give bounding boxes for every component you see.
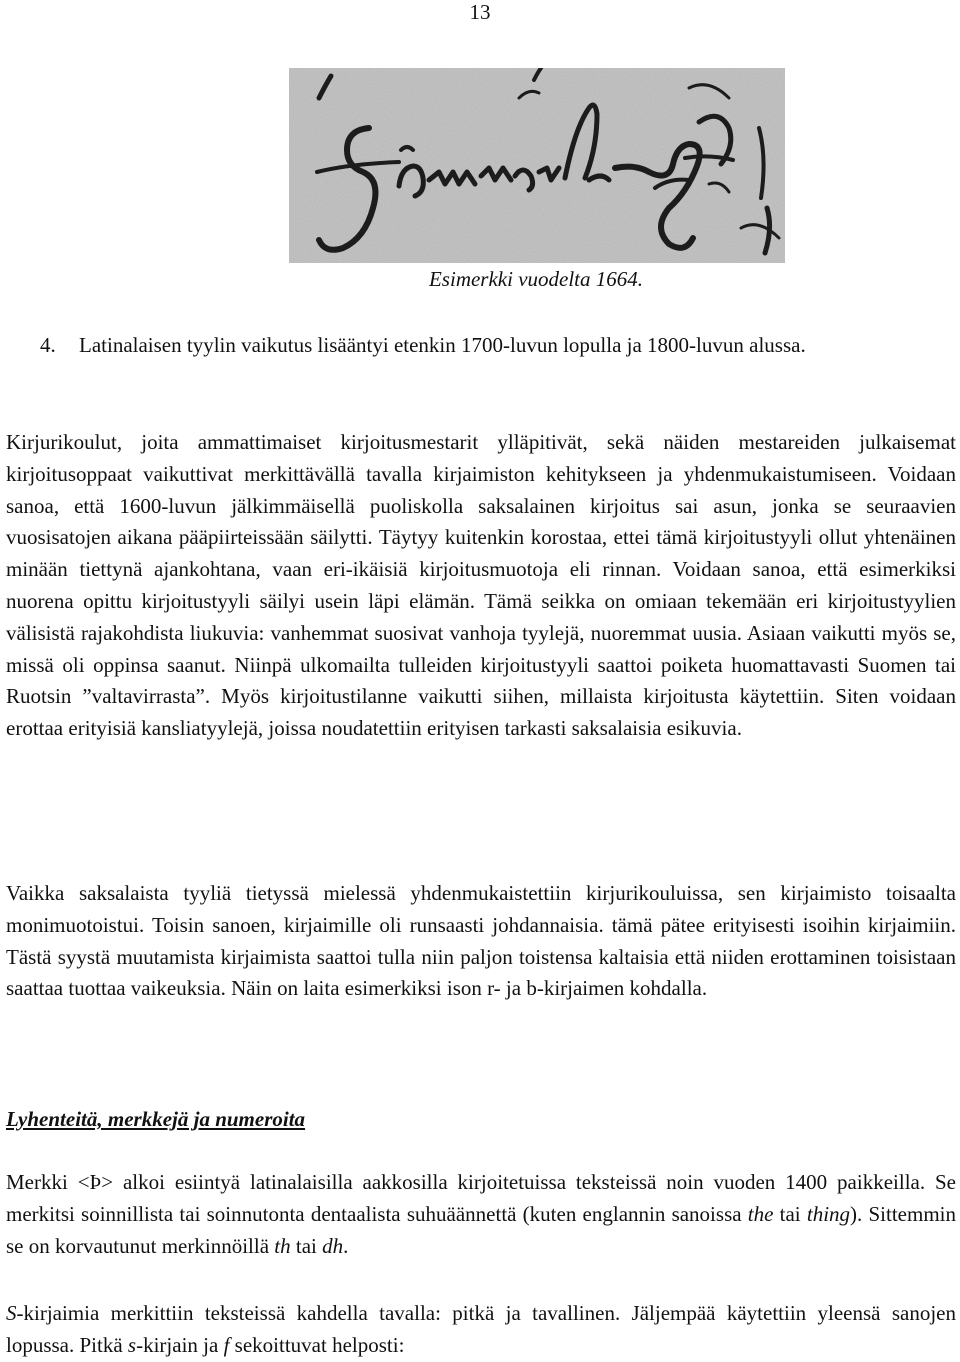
p4-italic-S: S xyxy=(6,1301,17,1325)
p3-italic-the: the xyxy=(747,1201,774,1226)
paragraph-kirjurikoulut: Kirjurikoulut, joita ammattimaiset kirjoitusmestarit ylläpitivät, sekä näiden mestareiden julkaisemat kirjoitusoppaat vaikuttivat merkittävällä tavalla kirjaimiston kehitykseen ja yhdenmukaistumiseen. Voidaan sanoa, että 1600-luvun jälkimmäisellä puoliskolla saksalainen kirjoitus sai asun, jonka se seuraavien vuosisatojen aikana pääpiirteissään säilytti. Täytyy kuitenkin korostaa, ettei tämä kirjoitustyyli ollut yhtenäinen minään tiettynä ajankohtana, vaan eri-ikäisiä kirjoitusmuotoja eli rinnan. Voidaan sanoa, että esimerkiksi nuorena opittu kirjoitustyyli säilyi usein läpi elämän. Tämä seikka on omiaan tekemään eri kirjoitustyylien välisistä rajakohdista liukuvia: vanhemmat suosivat vanhoja tyylejä, nuoremmat uusia. Asiaan vaikutti myös se, missä oli oppinsa saanut. Niinpä ulkomailta tulleiden kirjoitustyyli saattoi poiketa huomattavasti Suomen tai Ruotsin ”valtavirrasta”. Myös kirjoitustilanne vaikutti siihen, millaista kirjoitusta käytettiin. Siten voidaan erottaa erityisiä kansliatyylejä, joissa noudatettiin erityisen tarkasti saksalaisia esikuvia. xyxy=(6,430,956,741)
p3-italic-th: th xyxy=(274,1233,291,1258)
p3-italic-dh: dh xyxy=(322,1233,344,1258)
page-number: 13 xyxy=(469,0,491,24)
figure-caption: Esimerkki vuodelta 1664. xyxy=(428,267,644,291)
p3-text-4: tai xyxy=(290,1233,323,1258)
p4-italic-f: f xyxy=(223,1332,230,1357)
manuscript-image xyxy=(289,68,785,263)
p3-text-5: . xyxy=(343,1233,349,1258)
p3-text-2: tai xyxy=(773,1201,807,1226)
p3-text-1: Merkki <Þ> alkoi esiintyä latinalaisilla aakkosilla kirjoitetuissa teksteissä noin vuoden 1400 paikkeilla. Se merkitsi soinnillista tai soinnutonta dentaalista suhuäännettä (kuten englannin sanoissa xyxy=(6,1170,956,1226)
list-item xyxy=(40,331,956,360)
handwriting-sample xyxy=(289,68,785,263)
section-heading: Lyhenteitä, merkkejä ja numeroita xyxy=(6,1107,306,1131)
p3-text-3: ). Sittemmin se on korvautunut merkinnöillä xyxy=(6,1201,956,1258)
paragraph-vaikka: Vaikka saksalaista tyyliä tietyssä mielessä yhdenmukaistettiin kirjurikouluissa, sen kirjaimisto toisaalta monimuotoistui. Toisin sanoen, kirjaimille oli runsaasti johdannaisia. tämä pätee erityisesti isoihin kirjaimiin. Tästä syystä muutamista kirjaimista saattoi tulla niin paljon toistensa kaltaisia että niiden erottaminen toisistaan saattaa tuottaa vaikeuksia. Näin on laita esimerkiksi ison r- ja b-kirjaimen kohdalla. xyxy=(6,881,956,1001)
paragraph-merkki xyxy=(6,1167,956,1262)
p4-text-3: sekoittuvat helposti: xyxy=(229,1332,405,1357)
p4-italic-s: s xyxy=(127,1332,137,1357)
list-item-text: Latinalaisen tyylin vaikutus lisääntyi etenkin 1700-luvun lopulla ja 1800-luvun alussa. xyxy=(79,333,806,357)
p3-italic-thing: thing xyxy=(806,1201,851,1226)
p4-text-1: -kirjaimia merkittiin teksteissä kahdella tavalla: pitkä ja tavallinen. Jäljempää käytettiin yleensä sanojen lopussa. Pitkä xyxy=(6,1301,956,1357)
list-item-number: 4. xyxy=(40,333,56,357)
p4-text-2: -kirjain ja xyxy=(136,1332,224,1357)
paragraph-s-kirjaimia xyxy=(6,1298,956,1362)
